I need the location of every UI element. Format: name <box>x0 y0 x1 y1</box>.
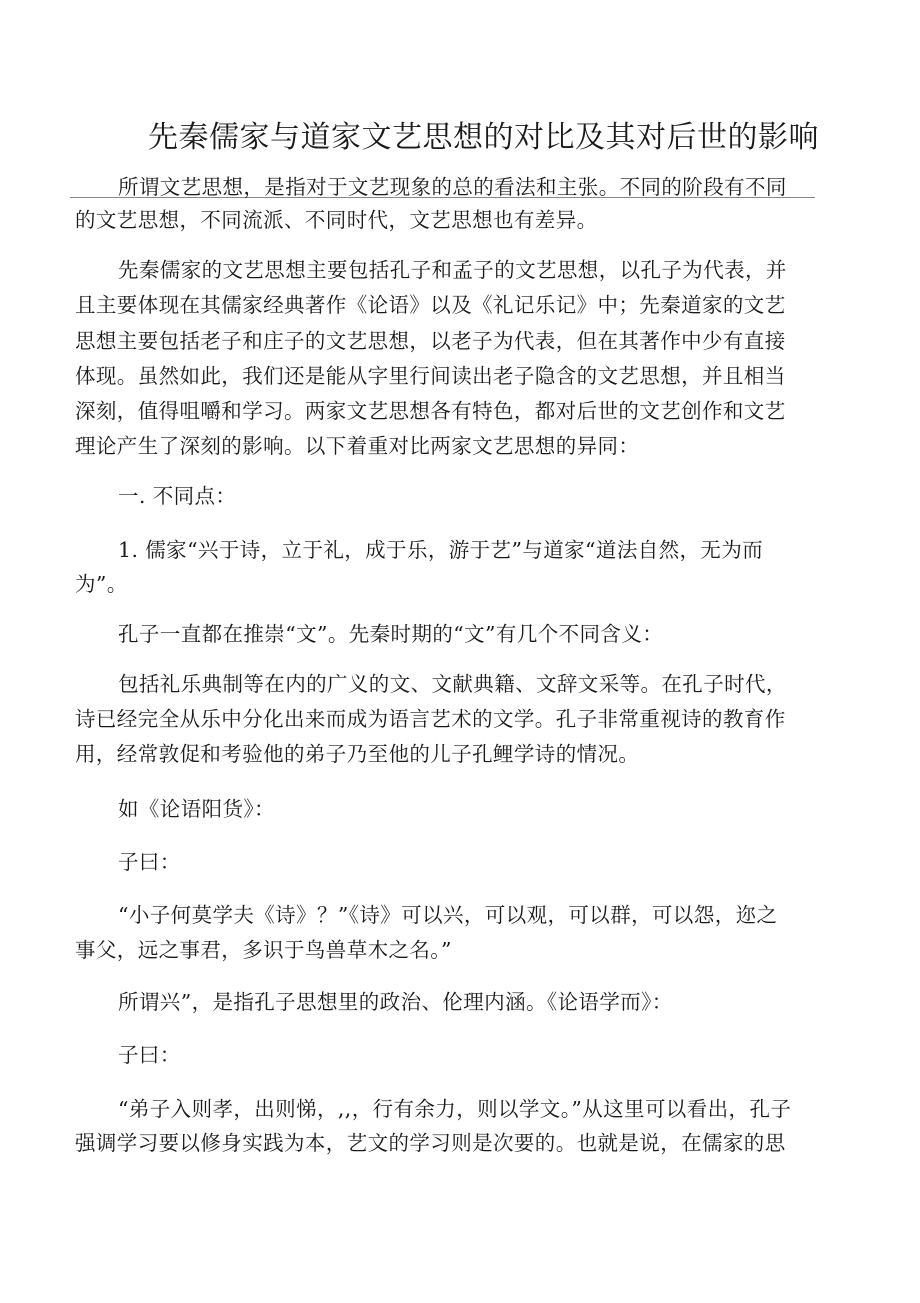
paragraph-line: 理论产生了深刻的影响。以下着重对比两家文艺思想的异同： <box>75 434 640 458</box>
paragraph-line: 所谓文艺思想，是指对于文艺现象的总的看法和主张。不同的阶段有不同 <box>118 175 787 199</box>
paragraph-line: 诗已经完全从乐中分化出来而成为语言艺术的文学。孔子非常重视诗的教育作 <box>75 707 786 731</box>
paragraph-line: 子曰： <box>118 850 181 874</box>
paragraph-line: 事父，远之事君，多识于鸟兽草木之名。” <box>75 938 452 962</box>
paragraph-line: “小子何莫学夫《诗》？”《诗》可以兴，可以观，可以群，可以怨，迩之 <box>118 903 778 927</box>
paragraph-line: 为”。 <box>75 572 128 596</box>
paragraph-line: 子曰： <box>118 1043 181 1067</box>
paragraph-line: 体现。虽然如此，我们还是能从字里行间读出老子隐含的文艺思想，并且相当 <box>75 364 786 388</box>
paragraph-line: 的文艺思想，不同流派、不同时代，文艺思想也有差异。 <box>75 208 598 232</box>
paragraph-line: 先秦儒家的文艺思想主要包括孔子和孟子的文艺思想，以孔子为代表，并 <box>118 258 787 282</box>
paragraph-line: 孔子一直都在推崇“文”。先秦时期的“文”有几个不同含义： <box>118 622 664 646</box>
paragraph-line: 包括礼乐典制等在内的广义的文、文献典籍、文辞文采等。在孔子时代， <box>118 672 787 696</box>
paragraph-line: 用，经常敦促和考验他的弟子乃至他的儿子孔鲤学诗的情况。 <box>75 742 640 766</box>
paragraph-line: 如《论语阳货》： <box>118 797 275 821</box>
paragraph-line: 深刻，值得咀嚼和学习。两家文艺思想各有特色，都对后世的文艺创作和文艺 <box>75 399 786 423</box>
paragraph-line: 且主要体现在其儒家经典著作《论语》以及《礼记乐记》中；先秦道家的文艺 <box>75 293 786 317</box>
paragraph-line: “弟子入则孝，出则悌，,,，行有余力，则以学文。”从这里可以看出，孔子 <box>118 1097 792 1121</box>
paragraph-line: 一. 不同点： <box>118 484 237 508</box>
paragraph-line: 所谓兴”，是指孔子思想里的政治、伦理内涵。《论语学而》： <box>118 990 673 1014</box>
paragraph-line: 强调学习要以修身实践为本，艺文的学习则是次要的。也就是说，在儒家的思 <box>75 1131 786 1155</box>
paragraph-line: 1. 儒家“兴于诗，立于礼，成于乐，游于艺”与道家“道法自然，无为而 <box>118 538 764 562</box>
document-title: 先秦儒家与道家文艺思想的对比及其对后世的影响 <box>148 120 819 155</box>
paragraph-line: 思想主要包括老子和庄子的文艺思想，以老子为代表，但在其著作中少有直接 <box>75 329 786 353</box>
